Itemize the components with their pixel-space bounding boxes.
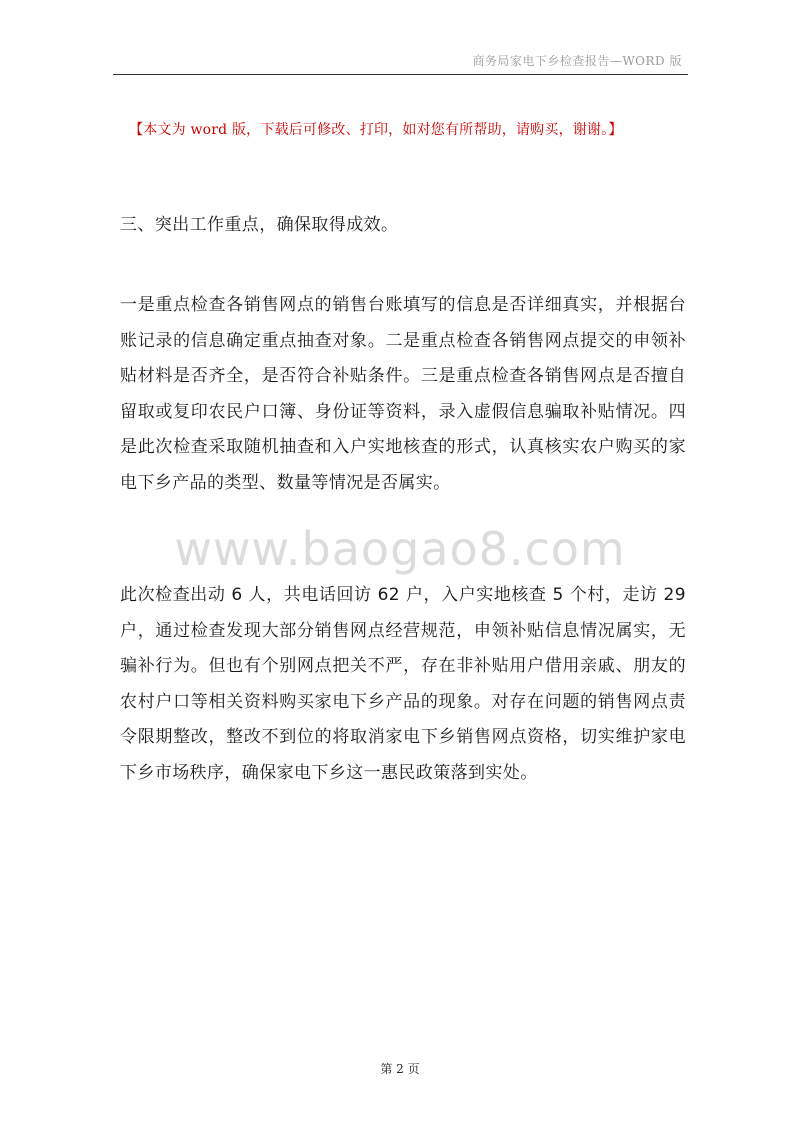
site-watermark: www.baogao8.com xyxy=(174,522,626,576)
header-divider xyxy=(113,74,688,75)
section-heading xyxy=(120,208,686,244)
section-heading-text: 三、突出工作重点，确保取得成效。 xyxy=(120,215,399,235)
paragraph-inspection-results xyxy=(120,578,686,791)
purchase-notice: 【本文为 word 版，下载后可修改、打印，如对您有所帮助，请购买，谢谢。】 xyxy=(129,122,623,138)
document-header-title: 商务局家电下乡检查报告—WORD 版 xyxy=(472,54,682,68)
paragraph-text: 此次检查出动 6 人，共电话回访 62 户，入户实地核查 5 个村，走访 29 户，通过检查发现大部分销售网点经营规范，申领补贴信息情况属实，无骗补行为。但也有个别网点把关不严，存在非补贴用户借用亲戚、朋友的农村户口等相关资料购买家电下乡产品的现象。对存在问题的销售网点责令限期整改，整改不到位的将取消家电下乡销售网点资格，切实维护家电下乡市场秩序，确保家电下乡这一惠民政策落到实处。 xyxy=(120,585,686,783)
page-number: 第 2 页 xyxy=(380,1062,420,1076)
paragraph-inspection-focus xyxy=(120,288,686,501)
paragraph-text: 一是重点检查各销售网点的销售台账填写的信息是否详细真实，并根据台账记录的信息确定重点抽查对象。二是重点检查各销售网点提交的申领补贴材料是否齐全，是否符合补贴条件。三是重点检查各销售网点是否擅自留取或复印农民户口簿、身份证等资料，录入虚假信息骗取补贴情况。四是此次检查采取随机抽查和入户实地核查的形式，认真核实农户购买的家电下乡产品的类型、数量等情况是否属实。 xyxy=(120,295,686,493)
